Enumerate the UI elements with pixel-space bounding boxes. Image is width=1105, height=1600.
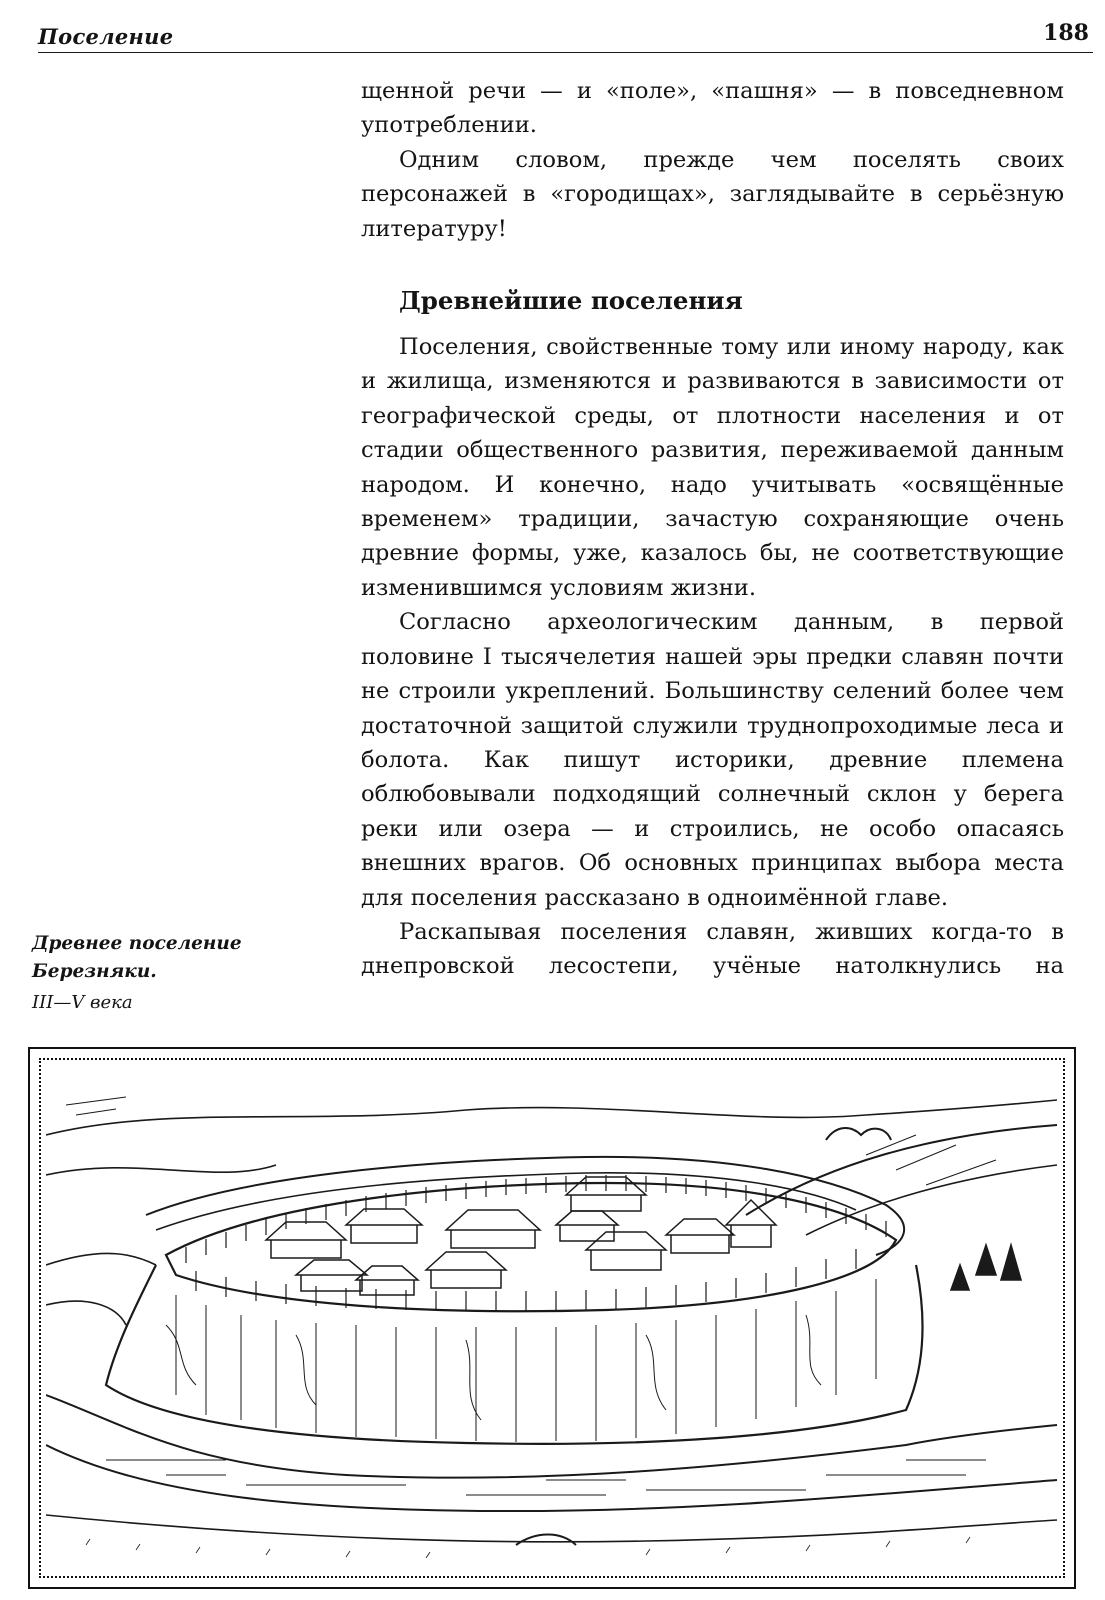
figure-caption	[32, 930, 332, 1017]
main-text-column	[361, 74, 1064, 984]
paragraph-2: Согласно археологическим данным, в первой половине I тысячелетия нашей эры предки славян почти не строили укреплений. Большинству селений более чем достаточной защитой служили труднопроходимые леса и болота. Как пишут историки, древние племена облюбовывали подходящий солнечный склон у берега реки или озера — и строились, не особо опасаясь внешних врагов. Об основных принципах выбора места для поселения рассказано в одноимённой главе.	[361, 609, 1064, 911]
settlement-illustration	[28, 1047, 1076, 1589]
paragraph-continued: щенной речи — и «поле», «пашня» — в повседневном употреблении.	[361, 78, 1064, 139]
paragraph-3: Раскапывая поселения славян, живших когда-то в днепровской лесостепи, учёные натолкнулись на	[361, 918, 1064, 980]
caption-date: III—V века	[32, 992, 133, 1013]
running-header	[38, 18, 1093, 53]
running-title: Поселение	[38, 24, 174, 49]
paragraph-1: Поселения, свойственные тому или иному народу, как и жилища, изменяются и развиваются в зависимости от географической среды, от плотности населения и от стадии общественного развития, переживаемой данным народом. И конечно, надо учитывать «освящённые временем» традиции, зачастую сохраняющие очень древние формы, уже, казалось бы, не соответствующие изменившимся условиям жизни.	[361, 334, 1064, 601]
settlement-drawing	[46, 1065, 1057, 1570]
page-number: 188	[1043, 20, 1089, 46]
caption-title: Древнее поселение Березняки.	[32, 933, 242, 982]
paragraph-advice: Одним словом, прежде чем поселять своих персонажей в «городищах», заглядывайте в серьёзную литературу!	[361, 146, 1064, 242]
section-heading: Древнейшие поселения	[399, 286, 743, 316]
